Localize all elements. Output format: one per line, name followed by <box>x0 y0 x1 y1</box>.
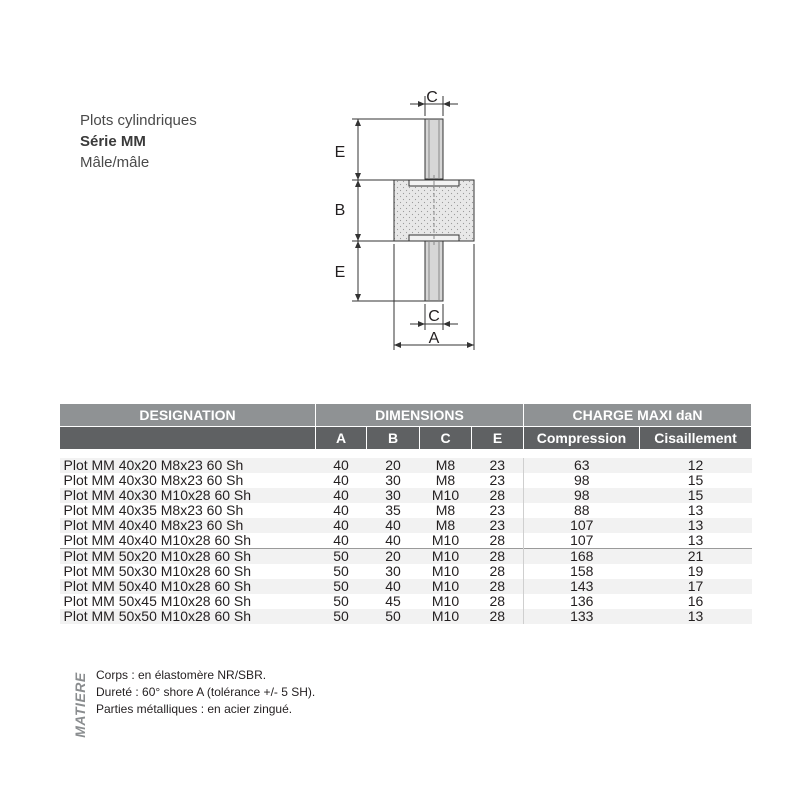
cell-compression: 133 <box>524 609 640 624</box>
cell-compression: 88 <box>524 503 640 518</box>
table-row <box>60 488 752 503</box>
cell-a: 50 <box>316 579 367 594</box>
product-spec-table <box>59 403 752 624</box>
dim-c-bottom-label: C <box>428 308 440 325</box>
cell-c: M8 <box>420 458 472 473</box>
dim-b-label: B <box>334 202 346 219</box>
cell-a: 40 <box>333 502 349 518</box>
cell-a: 40 <box>316 458 367 473</box>
cell-a: 40 <box>333 532 349 548</box>
cell-designation: Plot MM 40x30 M10x28 60 Sh <box>60 488 316 503</box>
cell-compression: 158 <box>524 564 640 579</box>
cell-b: 45 <box>385 593 401 609</box>
cell-designation: Plot MM 40x40 M10x28 60 Sh <box>63 532 252 548</box>
table-row <box>60 518 752 533</box>
cell-c: M10 <box>431 532 460 548</box>
cell-e: 28 <box>489 532 506 548</box>
cell-cisaillement: 13 <box>687 502 704 518</box>
matiere-text <box>96 667 315 718</box>
table-row <box>60 609 752 624</box>
cell-b: 40 <box>367 518 420 533</box>
cell-designation: Plot MM 40x20 M8x23 60 Sh <box>60 458 316 473</box>
cell-cisaillement: 13 <box>640 518 752 533</box>
cell-compression: 168 <box>524 549 640 565</box>
top-stud <box>425 119 443 179</box>
cell-cisaillement: 13 <box>640 609 752 624</box>
cell-designation: Plot MM 40x40 M8x23 60 Sh <box>60 518 316 533</box>
cell-cisaillement: 15 <box>640 488 752 503</box>
cell-designation: Plot MM 50x40 M10x28 60 Sh <box>60 579 316 594</box>
header-dimensions: DIMENSIONS <box>316 404 524 427</box>
cell-a: 40 <box>333 472 349 488</box>
header-b: B <box>367 427 420 450</box>
cell-cisaillement: 13 <box>687 532 704 548</box>
header-a: A <box>316 427 367 450</box>
cell-designation: Plot MM 50x20 M10x28 60 Sh <box>60 549 316 565</box>
header-compression: Compression <box>524 427 640 450</box>
header-c: C <box>420 427 472 450</box>
cell-c: M10 <box>420 609 472 624</box>
bottom-stud <box>425 241 443 301</box>
cell-e: 28 <box>489 593 506 609</box>
table-column-header <box>60 427 752 450</box>
table-row <box>60 579 752 594</box>
cell-cisaillement: 16 <box>687 593 704 609</box>
cell-cisaillement: 17 <box>640 579 752 594</box>
cell-c: M10 <box>420 549 472 565</box>
cell-compression: 107 <box>524 533 640 549</box>
table-row <box>60 533 752 549</box>
cell-e: 28 <box>489 563 506 579</box>
header-empty <box>60 427 316 450</box>
cell-c: M8 <box>435 502 456 518</box>
cell-cisaillement: 12 <box>640 458 752 473</box>
cell-c: M10 <box>420 488 472 503</box>
cell-compression: 143 <box>524 579 640 594</box>
table-group-header <box>60 404 752 427</box>
cell-designation: Plot MM 50x45 M10x28 60 Sh <box>63 593 252 609</box>
cell-compression: 63 <box>524 458 640 473</box>
matiere-title: MATIERE <box>72 672 88 738</box>
cell-b: 20 <box>367 549 420 565</box>
matiere-label <box>69 668 91 748</box>
dim-c-top-label: C <box>426 89 438 106</box>
cell-e: 28 <box>472 609 524 624</box>
cell-compression: 98 <box>524 473 640 488</box>
cell-c: M10 <box>431 563 460 579</box>
cell-c: M8 <box>420 518 472 533</box>
cell-a: 40 <box>316 518 367 533</box>
cell-designation: Plot MM 50x30 M10x28 60 Sh <box>63 563 252 579</box>
table-row <box>60 458 752 473</box>
cell-b: 50 <box>367 609 420 624</box>
cell-a: 50 <box>333 563 349 579</box>
header-charge: CHARGE MAXI daN <box>524 404 752 427</box>
cell-designation: Plot MM 40x30 M8x23 60 Sh <box>63 472 244 488</box>
table-row <box>60 564 752 579</box>
table-row <box>60 594 752 609</box>
product-family: Plots cylindriques <box>80 112 197 129</box>
cell-e: 23 <box>489 502 506 518</box>
header-designation: DESIGNATION <box>60 404 316 427</box>
cell-a: 50 <box>316 549 367 565</box>
cell-b: 30 <box>385 472 401 488</box>
cell-b: 30 <box>367 488 420 503</box>
cell-b: 35 <box>385 502 401 518</box>
cell-designation: Plot MM 50x50 M10x28 60 Sh <box>60 609 316 624</box>
cell-a: 40 <box>316 488 367 503</box>
cell-b: 40 <box>367 579 420 594</box>
dim-a-label: A <box>428 330 440 347</box>
header-e: E <box>472 427 524 450</box>
cell-c: M10 <box>420 579 472 594</box>
cell-b: 40 <box>385 532 401 548</box>
product-series: Série MM <box>80 133 146 150</box>
cell-b: 20 <box>367 458 420 473</box>
dim-e-top-label: E <box>334 144 346 161</box>
cell-cisaillement: 19 <box>687 563 704 579</box>
cell-c: M8 <box>435 472 456 488</box>
cell-cisaillement: 15 <box>687 472 704 488</box>
cell-e: 28 <box>472 549 524 565</box>
matiere-line-hardness: Dureté : 60° shore A (tolérance +/- 5 SH). <box>96 685 316 699</box>
header-cisaillement: Cisaillement <box>640 427 752 450</box>
table-row <box>60 473 752 488</box>
cell-designation: Plot MM 40x35 M8x23 60 Sh <box>63 502 244 518</box>
table-row <box>60 503 752 518</box>
cell-compression: 107 <box>524 518 640 533</box>
matiere-line-metal: Parties métalliques : en acier zingué. <box>96 702 293 716</box>
dim-e-bottom-label: E <box>334 264 346 281</box>
cell-cisaillement: 21 <box>640 549 752 565</box>
table-row <box>60 549 752 565</box>
cell-e: 28 <box>472 488 524 503</box>
cell-c: M10 <box>431 593 460 609</box>
cell-a: 50 <box>316 609 367 624</box>
matiere-line-body: Corps : en élastomère NR/SBR. <box>96 668 267 682</box>
product-type: Mâle/mâle <box>80 154 150 171</box>
cell-e: 28 <box>472 579 524 594</box>
cell-b: 30 <box>385 563 401 579</box>
cell-e: 23 <box>489 472 506 488</box>
cell-e: 23 <box>472 518 524 533</box>
cell-e: 23 <box>472 458 524 473</box>
cell-compression: 136 <box>524 594 640 609</box>
cell-a: 50 <box>333 593 349 609</box>
cell-compression: 98 <box>524 488 640 503</box>
